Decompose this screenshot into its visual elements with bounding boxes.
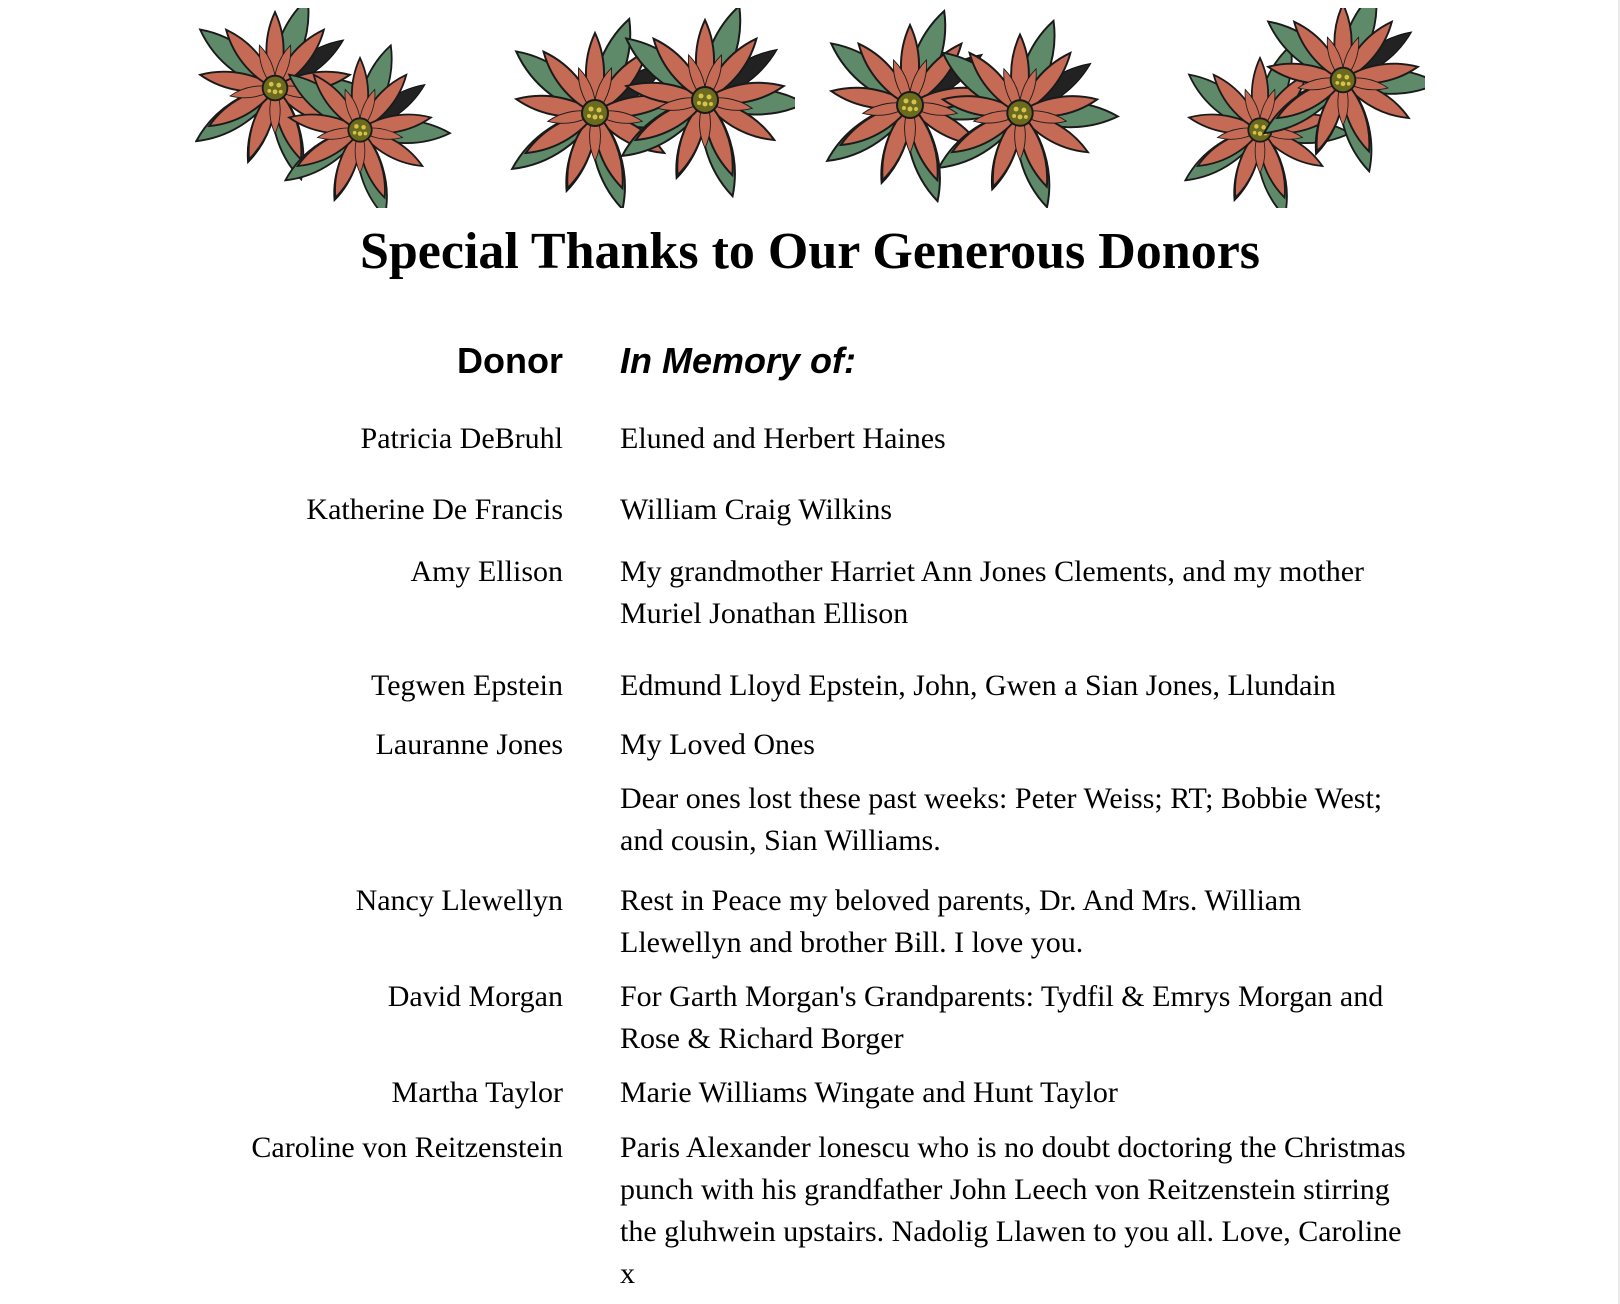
poinsettia-icon — [1160, 8, 1425, 208]
memorial-text: Eluned and Herbert Haines — [620, 422, 946, 455]
donor-name: Lauranne Jones — [375, 728, 563, 761]
page-title: Special Thanks to Our Generous Donors — [359, 223, 1261, 280]
poinsettia-banner — [0, 0, 1620, 215]
memorial-text: William Craig Wilkins — [620, 493, 893, 526]
memorial-text: My Loved Ones — [620, 728, 815, 761]
poinsettia-icon — [195, 8, 460, 208]
donor-name: Caroline von Reitzenstein — [251, 1131, 563, 1164]
memorial-text: My grandmother Harriet Ann Jones Clements, and my mother Muriel Jonathan Ellison — [620, 555, 1365, 630]
donor-name: Amy Ellison — [410, 555, 563, 588]
memorial-text: For Garth Morgan's Grandparents: Tydfil & Emrys Morgan and Rose & Richard Borger — [620, 980, 1384, 1055]
donor-name: Tegwen Epstein — [370, 669, 563, 702]
donor-name: Martha Taylor — [391, 1076, 563, 1109]
poinsettia-icon — [485, 8, 795, 208]
donor-column-header: Donor — [457, 340, 563, 381]
donor-name: Patricia DeBruhl — [360, 422, 563, 455]
memory-column-header: In Memory of: — [620, 340, 857, 381]
memorial-text: Marie Williams Wingate and Hunt Taylor — [620, 1076, 1118, 1109]
memorial-text: Edmund Lloyd Epstein, John, Gwen a Sian Jones, Llundain — [620, 669, 1336, 702]
memorial-text: Paris Alexander lonescu who is no doubt doctoring the Christmas punch with his grandfather John Leech von Reitzenstein stirring the gluhwein upstairs. Nadolig Llawen to you all. Love, Caroline x — [620, 1131, 1406, 1290]
memorial-text: Dear ones lost these past weeks: Peter Weiss; RT; Bobbie West; and cousin, Sian Williams. — [620, 782, 1383, 857]
donor-name: Nancy Llewellyn — [355, 884, 563, 917]
donor-name: David Morgan — [387, 980, 563, 1013]
memorial-text: Rest in Peace my beloved parents, Dr. And Mrs. William Llewellyn and brother Bill. I love you. — [620, 884, 1302, 959]
poinsettia-icon — [825, 8, 1135, 208]
donor-name: Katherine De Francis — [306, 493, 563, 526]
